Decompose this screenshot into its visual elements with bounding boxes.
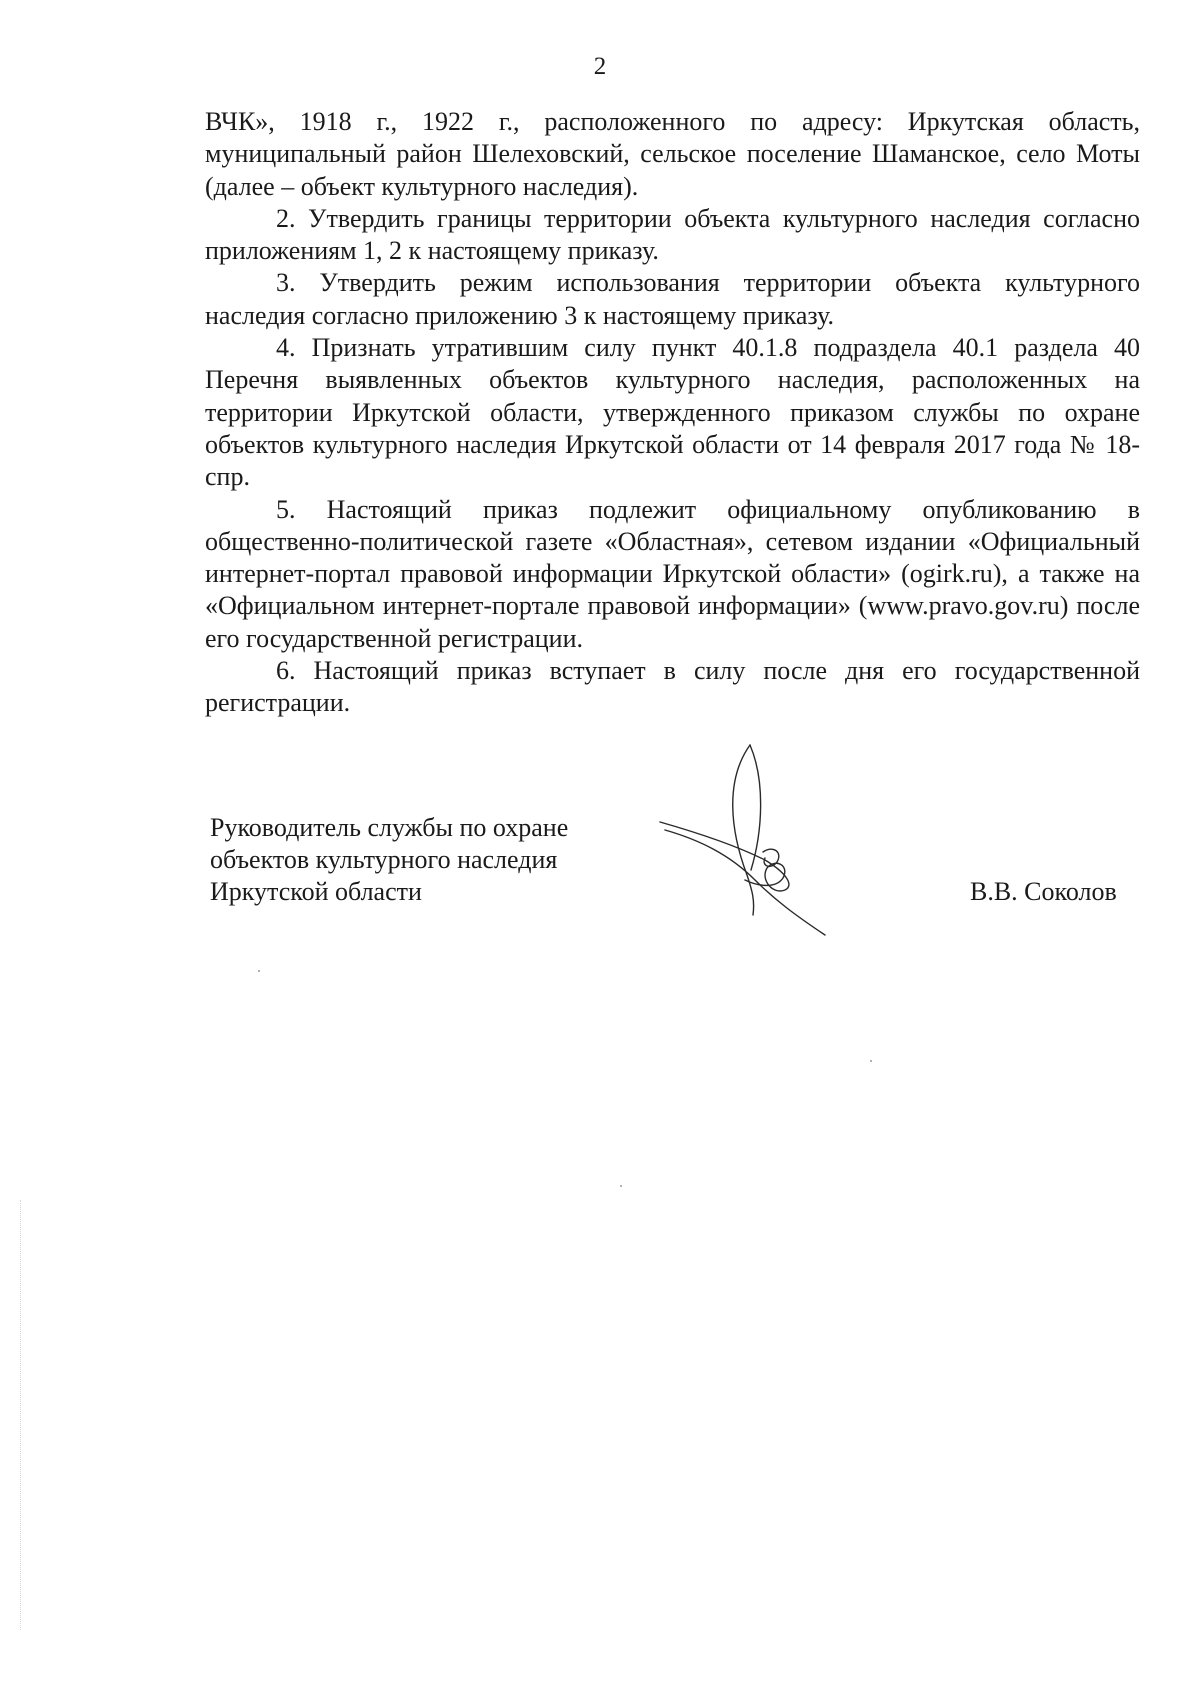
signer-position-line-2: объектов культурного наследия xyxy=(210,845,558,874)
signer-name: В.В. Соколов xyxy=(970,877,1117,906)
paragraph-5: 5. Настоящий приказ подлежит официальному опубликованию в общественно-политической газете «Областная», сетевом издании «Официальный интернет-портал правовой информации Иркутской области» (ogirk.ru), а также на «Официальном интернет-портале правовой информации» (www.pravo.gov.ru) после его государственной регистрации. xyxy=(205,494,1140,653)
handwritten-signature xyxy=(655,740,855,940)
paragraph-4: 4. Признать утратившим силу пункт 40.1.8 подраздела 40.1 раздела 40 Перечня выявленных объектов культурного наследия, расположенных на территории Иркутской области, утвержденного приказом службы по охране объектов культурного наследия Иркутской области от 14 февраля 2017 года № 18-спр. xyxy=(205,333,1140,492)
scan-speck xyxy=(258,970,260,972)
signer-position-line-3: Иркутской области xyxy=(210,877,422,906)
paragraph-3: 3. Утвердить режим использования территории объекта культурного наследия согласно приложению 3 к настоящему приказу. xyxy=(205,268,1140,330)
scan-speck xyxy=(870,1060,872,1062)
scan-edge-marks xyxy=(20,1200,25,1630)
scan-speck xyxy=(620,1185,622,1187)
paragraph-6: 6. Настоящий приказ вступает в силу после дня его государственной регистрации. xyxy=(205,656,1140,718)
signer-position xyxy=(210,812,630,908)
signer-position-line-1: Руководитель службы по охране xyxy=(210,813,569,842)
paragraph-2: 2. Утвердить границы территории объекта культурного наследия согласно приложениям 1, 2 к настоящему приказу. xyxy=(205,203,1140,266)
document-body xyxy=(205,106,1140,720)
page-number: 2 xyxy=(593,53,607,80)
paragraph-1-continuation: ВЧК», 1918 г., 1922 г., расположенного по адресу: Иркутская область, муниципальный район Шелеховский, сельское поселение Шаманское, село Моты (далее – объект культурного наследия). xyxy=(205,107,1140,201)
